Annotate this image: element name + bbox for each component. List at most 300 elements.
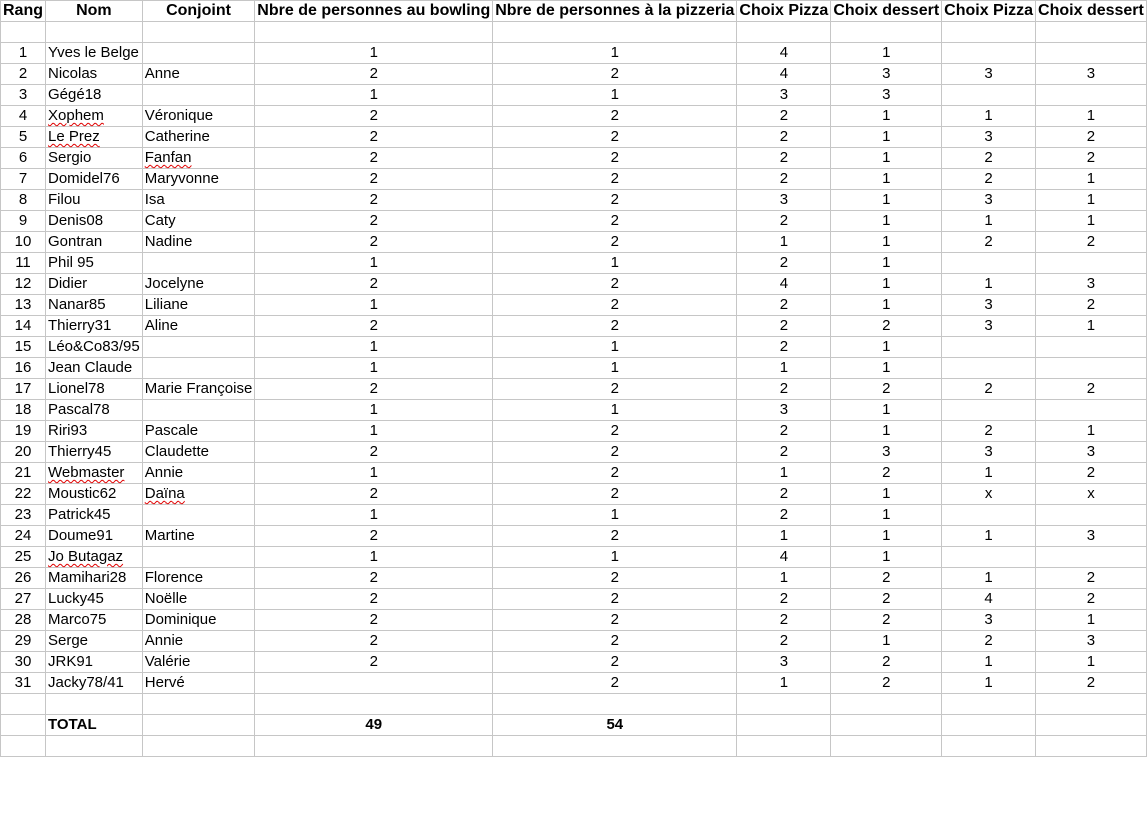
cell-conjoint[interactable]: Annie <box>142 463 255 484</box>
empty-cell[interactable] <box>1036 736 1147 757</box>
cell-conjoint[interactable] <box>142 400 255 421</box>
cell-rang[interactable]: 17 <box>1 379 46 400</box>
cell-pizzeria[interactable]: 2 <box>493 673 737 694</box>
cell-bowling[interactable]: 2 <box>255 190 493 211</box>
cell-bowling[interactable]: 1 <box>255 337 493 358</box>
cell-rang[interactable]: 31 <box>1 673 46 694</box>
cell-conjoint[interactable]: Anne <box>142 64 255 85</box>
cell-choix-dessert-1[interactable]: 1 <box>831 274 942 295</box>
empty-cell[interactable] <box>46 22 143 43</box>
cell-pizzeria[interactable]: 2 <box>493 379 737 400</box>
cell-conjoint[interactable]: Dominique <box>142 610 255 631</box>
empty-cell[interactable] <box>255 22 493 43</box>
cell-nom[interactable]: Nanar85 <box>46 295 143 316</box>
cell-pizzeria[interactable]: 1 <box>493 358 737 379</box>
cell-choix-dessert-1[interactable]: 2 <box>831 652 942 673</box>
cell-pizzeria[interactable]: 2 <box>493 463 737 484</box>
cell-nom[interactable]: Jacky78/41 <box>46 673 143 694</box>
cell-choix-dessert-1[interactable]: 2 <box>831 589 942 610</box>
cell-rang[interactable]: 1 <box>1 43 46 64</box>
cell-conjoint[interactable]: Caty <box>142 211 255 232</box>
cell-pizzeria[interactable]: 2 <box>493 589 737 610</box>
cell-bowling[interactable]: 2 <box>255 274 493 295</box>
cell-choix-dessert-1[interactable]: 1 <box>831 43 942 64</box>
cell-choix-pizza-2[interactable]: 1 <box>942 673 1036 694</box>
cell-choix-pizza-2[interactable] <box>942 43 1036 64</box>
cell-choix-pizza-1[interactable]: 2 <box>737 316 831 337</box>
cell-nom[interactable]: Thierry31 <box>46 316 143 337</box>
cell-choix-pizza-1[interactable]: 1 <box>737 232 831 253</box>
cell-rang[interactable]: 27 <box>1 589 46 610</box>
empty-cell[interactable] <box>1 736 46 757</box>
cell-choix-pizza-1[interactable]: 2 <box>737 148 831 169</box>
cell-rang[interactable]: 30 <box>1 652 46 673</box>
cell-conjoint[interactable]: Maryvonne <box>142 169 255 190</box>
cell-bowling[interactable]: 2 <box>255 610 493 631</box>
cell-pizzeria[interactable]: 2 <box>493 127 737 148</box>
cell-rang[interactable]: 29 <box>1 631 46 652</box>
cell-rang[interactable]: 23 <box>1 505 46 526</box>
empty-cell[interactable] <box>1036 22 1147 43</box>
cell-rang[interactable]: 24 <box>1 526 46 547</box>
cell-nom[interactable]: Moustic62 <box>46 484 143 505</box>
cell-choix-pizza-1[interactable]: 2 <box>737 379 831 400</box>
cell-bowling[interactable]: 2 <box>255 232 493 253</box>
cell-choix-dessert-2[interactable]: 1 <box>1036 421 1147 442</box>
cell-rang[interactable]: 22 <box>1 484 46 505</box>
cell-choix-pizza-1[interactable]: 2 <box>737 589 831 610</box>
cell-choix-pizza-2[interactable]: 1 <box>942 568 1036 589</box>
cell-pizzeria[interactable]: 2 <box>493 484 737 505</box>
cell-nom[interactable]: Nicolas <box>46 64 143 85</box>
cell-pizzeria[interactable]: 2 <box>493 106 737 127</box>
cell-choix-dessert-2[interactable] <box>1036 337 1147 358</box>
cell-choix-dessert-1[interactable]: 1 <box>831 547 942 568</box>
cell-choix-dessert-2[interactable]: 3 <box>1036 64 1147 85</box>
cell-rang[interactable]: 28 <box>1 610 46 631</box>
cell-rang[interactable]: 7 <box>1 169 46 190</box>
cell-choix-dessert-1[interactable]: 1 <box>831 295 942 316</box>
cell-conjoint[interactable]: Noëlle <box>142 589 255 610</box>
cell-rang[interactable]: 20 <box>1 442 46 463</box>
cell-choix-pizza-1[interactable]: 2 <box>737 484 831 505</box>
cell-bowling[interactable]: 2 <box>255 127 493 148</box>
cell-conjoint[interactable]: Valérie <box>142 652 255 673</box>
cell-rang[interactable]: 25 <box>1 547 46 568</box>
cell-choix-pizza-1[interactable]: 3 <box>737 190 831 211</box>
cell-choix-pizza-2[interactable]: 1 <box>942 211 1036 232</box>
cell-pizzeria[interactable]: 2 <box>493 610 737 631</box>
cell-choix-dessert-1[interactable]: 2 <box>831 673 942 694</box>
cell-choix-pizza-1[interactable]: 2 <box>737 127 831 148</box>
cell-pizzeria[interactable]: 2 <box>493 295 737 316</box>
cell-choix-dessert-1[interactable]: 1 <box>831 337 942 358</box>
empty-cell[interactable] <box>831 694 942 715</box>
cell-nom[interactable]: Didier <box>46 274 143 295</box>
header-cell-pizzeria[interactable]: Nbre de personnes à la pizzeria <box>493 1 737 22</box>
empty-cell[interactable] <box>737 694 831 715</box>
empty-cell[interactable] <box>831 22 942 43</box>
cell-choix-dessert-2[interactable]: 2 <box>1036 127 1147 148</box>
cell-choix-pizza-2[interactable]: 3 <box>942 442 1036 463</box>
cell-choix-pizza-2[interactable] <box>942 337 1036 358</box>
cell-conjoint[interactable]: Liliane <box>142 295 255 316</box>
cell-pizzeria[interactable]: 2 <box>493 442 737 463</box>
header-cell-choix-dessert-2[interactable]: Choix dessert <box>1036 1 1147 22</box>
cell-choix-dessert-1[interactable]: 1 <box>831 127 942 148</box>
cell-choix-dessert-1[interactable]: 1 <box>831 505 942 526</box>
cell-nom[interactable]: Lionel78 <box>46 379 143 400</box>
header-cell-rang[interactable]: Rang <box>1 1 46 22</box>
cell-rang[interactable]: 2 <box>1 64 46 85</box>
cell-pizzeria[interactable]: 2 <box>493 274 737 295</box>
cell-choix-pizza-1[interactable]: 3 <box>737 400 831 421</box>
cell-pizzeria[interactable]: 2 <box>493 190 737 211</box>
cell-nom[interactable]: Marco75 <box>46 610 143 631</box>
empty-cell[interactable] <box>142 715 255 736</box>
cell-nom[interactable]: Pascal78 <box>46 400 143 421</box>
cell-choix-dessert-2[interactable]: 2 <box>1036 295 1147 316</box>
cell-nom[interactable]: Riri93 <box>46 421 143 442</box>
cell-choix-dessert-1[interactable]: 1 <box>831 484 942 505</box>
empty-cell[interactable] <box>1036 715 1147 736</box>
cell-nom[interactable]: Denis08 <box>46 211 143 232</box>
cell-conjoint[interactable]: Annie <box>142 631 255 652</box>
cell-pizzeria[interactable]: 1 <box>493 547 737 568</box>
cell-bowling[interactable]: 1 <box>255 421 493 442</box>
cell-conjoint[interactable] <box>142 505 255 526</box>
cell-choix-pizza-1[interactable]: 2 <box>737 337 831 358</box>
cell-choix-dessert-2[interactable]: 1 <box>1036 652 1147 673</box>
cell-choix-dessert-1[interactable]: 1 <box>831 148 942 169</box>
header-cell-nom[interactable]: Nom <box>46 1 143 22</box>
cell-bowling[interactable]: 1 <box>255 463 493 484</box>
cell-rang[interactable]: 4 <box>1 106 46 127</box>
cell-conjoint[interactable]: Florence <box>142 568 255 589</box>
cell-choix-pizza-2[interactable] <box>942 505 1036 526</box>
cell-choix-pizza-1[interactable]: 1 <box>737 568 831 589</box>
empty-cell[interactable] <box>942 736 1036 757</box>
cell-pizzeria[interactable]: 1 <box>493 85 737 106</box>
cell-choix-pizza-1[interactable]: 2 <box>737 169 831 190</box>
cell-bowling[interactable]: 1 <box>255 400 493 421</box>
cell-rang[interactable]: 6 <box>1 148 46 169</box>
cell-rang[interactable]: 21 <box>1 463 46 484</box>
cell-pizzeria[interactable]: 1 <box>493 400 737 421</box>
cell-choix-pizza-2[interactable]: 2 <box>942 379 1036 400</box>
cell-choix-dessert-1[interactable]: 2 <box>831 610 942 631</box>
cell-bowling[interactable]: 2 <box>255 652 493 673</box>
cell-choix-pizza-1[interactable]: 2 <box>737 631 831 652</box>
cell-choix-dessert-2[interactable] <box>1036 253 1147 274</box>
cell-choix-dessert-1[interactable]: 2 <box>831 379 942 400</box>
empty-cell[interactable] <box>493 736 737 757</box>
cell-pizzeria[interactable]: 1 <box>493 337 737 358</box>
total-bowling[interactable]: 49 <box>255 715 493 736</box>
cell-choix-dessert-1[interactable]: 2 <box>831 463 942 484</box>
empty-cell[interactable] <box>255 694 493 715</box>
cell-choix-pizza-2[interactable]: x <box>942 484 1036 505</box>
empty-cell[interactable] <box>142 22 255 43</box>
empty-cell[interactable] <box>737 736 831 757</box>
cell-conjoint[interactable]: Marie Françoise <box>142 379 255 400</box>
cell-nom[interactable]: JRK91 <box>46 652 143 673</box>
empty-cell[interactable] <box>493 22 737 43</box>
cell-choix-pizza-2[interactable]: 3 <box>942 64 1036 85</box>
cell-choix-pizza-2[interactable] <box>942 358 1036 379</box>
cell-bowling[interactable]: 1 <box>255 85 493 106</box>
cell-conjoint[interactable] <box>142 358 255 379</box>
cell-conjoint[interactable] <box>142 547 255 568</box>
cell-rang[interactable]: 19 <box>1 421 46 442</box>
cell-pizzeria[interactable]: 2 <box>493 316 737 337</box>
cell-choix-dessert-1[interactable]: 1 <box>831 232 942 253</box>
header-cell-choix-pizza-2[interactable]: Choix Pizza <box>942 1 1036 22</box>
cell-choix-dessert-2[interactable]: 3 <box>1036 274 1147 295</box>
cell-bowling[interactable]: 2 <box>255 379 493 400</box>
cell-pizzeria[interactable]: 2 <box>493 568 737 589</box>
cell-choix-dessert-2[interactable]: 1 <box>1036 610 1147 631</box>
header-cell-bowling[interactable]: Nbre de personnes au bowling <box>255 1 493 22</box>
cell-choix-pizza-2[interactable] <box>942 253 1036 274</box>
cell-rang[interactable]: 15 <box>1 337 46 358</box>
cell-choix-pizza-2[interactable]: 2 <box>942 421 1036 442</box>
cell-choix-pizza-1[interactable]: 1 <box>737 463 831 484</box>
cell-choix-pizza-2[interactable]: 3 <box>942 610 1036 631</box>
cell-choix-pizza-1[interactable]: 3 <box>737 85 831 106</box>
cell-rang[interactable]: 8 <box>1 190 46 211</box>
empty-cell[interactable] <box>255 736 493 757</box>
cell-nom[interactable]: Jean Claude <box>46 358 143 379</box>
cell-choix-dessert-2[interactable] <box>1036 505 1147 526</box>
cell-choix-dessert-2[interactable]: 1 <box>1036 211 1147 232</box>
cell-choix-pizza-1[interactable]: 2 <box>737 421 831 442</box>
cell-choix-pizza-1[interactable]: 4 <box>737 64 831 85</box>
cell-conjoint[interactable] <box>142 43 255 64</box>
cell-choix-pizza-2[interactable]: 2 <box>942 232 1036 253</box>
cell-choix-pizza-2[interactable]: 1 <box>942 463 1036 484</box>
cell-choix-pizza-1[interactable]: 2 <box>737 211 831 232</box>
cell-rang[interactable]: 13 <box>1 295 46 316</box>
cell-choix-pizza-1[interactable]: 2 <box>737 106 831 127</box>
cell-choix-dessert-1[interactable]: 1 <box>831 253 942 274</box>
cell-conjoint[interactable]: Aline <box>142 316 255 337</box>
cell-pizzeria[interactable]: 2 <box>493 652 737 673</box>
cell-bowling[interactable]: 1 <box>255 253 493 274</box>
empty-cell[interactable] <box>1036 694 1147 715</box>
cell-choix-dessert-1[interactable]: 3 <box>831 442 942 463</box>
cell-conjoint[interactable]: Véronique <box>142 106 255 127</box>
cell-choix-pizza-1[interactable]: 2 <box>737 505 831 526</box>
cell-pizzeria[interactable]: 1 <box>493 253 737 274</box>
cell-choix-dessert-2[interactable] <box>1036 85 1147 106</box>
cell-choix-dessert-2[interactable]: 3 <box>1036 631 1147 652</box>
cell-choix-dessert-2[interactable]: 2 <box>1036 232 1147 253</box>
cell-choix-dessert-1[interactable]: 2 <box>831 316 942 337</box>
cell-pizzeria[interactable]: 2 <box>493 169 737 190</box>
cell-conjoint[interactable] <box>142 484 255 505</box>
cell-bowling[interactable]: 1 <box>255 505 493 526</box>
cell-conjoint[interactable]: Nadine <box>142 232 255 253</box>
cell-nom[interactable] <box>46 463 143 484</box>
cell-pizzeria[interactable]: 1 <box>493 43 737 64</box>
header-cell-choix-pizza-1[interactable]: Choix Pizza <box>737 1 831 22</box>
empty-cell[interactable] <box>942 22 1036 43</box>
cell-pizzeria[interactable]: 2 <box>493 232 737 253</box>
cell-bowling[interactable]: 2 <box>255 442 493 463</box>
cell-choix-pizza-1[interactable]: 3 <box>737 652 831 673</box>
cell-choix-pizza-1[interactable]: 4 <box>737 274 831 295</box>
cell-choix-pizza-2[interactable]: 1 <box>942 526 1036 547</box>
cell-nom[interactable]: Filou <box>46 190 143 211</box>
cell-nom[interactable]: Mamihari28 <box>46 568 143 589</box>
cell-bowling[interactable]: 2 <box>255 148 493 169</box>
cell-choix-pizza-1[interactable]: 4 <box>737 43 831 64</box>
cell-choix-dessert-1[interactable]: 2 <box>831 568 942 589</box>
cell-choix-pizza-2[interactable] <box>942 547 1036 568</box>
cell-choix-pizza-2[interactable]: 1 <box>942 274 1036 295</box>
cell-choix-dessert-2[interactable]: 3 <box>1036 526 1147 547</box>
header-cell-choix-dessert-1[interactable]: Choix dessert <box>831 1 942 22</box>
cell-conjoint[interactable]: Martine <box>142 526 255 547</box>
cell-rang[interactable]: 16 <box>1 358 46 379</box>
cell-choix-pizza-2[interactable] <box>942 85 1036 106</box>
empty-cell[interactable] <box>737 715 831 736</box>
cell-choix-pizza-2[interactable]: 4 <box>942 589 1036 610</box>
cell-rang[interactable]: 10 <box>1 232 46 253</box>
cell-nom[interactable]: Doume91 <box>46 526 143 547</box>
cell-nom[interactable]: Sergio <box>46 148 143 169</box>
cell-choix-pizza-2[interactable]: 3 <box>942 127 1036 148</box>
cell-choix-dessert-2[interactable]: 1 <box>1036 316 1147 337</box>
cell-bowling[interactable]: 2 <box>255 64 493 85</box>
cell-bowling[interactable]: 2 <box>255 631 493 652</box>
cell-choix-dessert-2[interactable] <box>1036 400 1147 421</box>
cell-choix-pizza-2[interactable]: 3 <box>942 316 1036 337</box>
cell-bowling[interactable]: 2 <box>255 568 493 589</box>
cell-rang[interactable]: 14 <box>1 316 46 337</box>
cell-choix-pizza-1[interactable]: 2 <box>737 253 831 274</box>
cell-rang[interactable]: 18 <box>1 400 46 421</box>
cell-pizzeria[interactable]: 2 <box>493 526 737 547</box>
cell-conjoint[interactable] <box>142 148 255 169</box>
cell-choix-dessert-1[interactable]: 1 <box>831 190 942 211</box>
cell-choix-dessert-1[interactable]: 3 <box>831 64 942 85</box>
cell-choix-dessert-2[interactable]: 1 <box>1036 106 1147 127</box>
empty-cell[interactable] <box>46 694 143 715</box>
cell-nom[interactable]: Patrick45 <box>46 505 143 526</box>
cell-choix-dessert-2[interactable]: 1 <box>1036 169 1147 190</box>
cell-choix-dessert-2[interactable]: x <box>1036 484 1147 505</box>
cell-choix-dessert-2[interactable] <box>1036 43 1147 64</box>
cell-rang[interactable]: 5 <box>1 127 46 148</box>
cell-nom[interactable]: Gégé18 <box>46 85 143 106</box>
cell-choix-pizza-2[interactable]: 1 <box>942 652 1036 673</box>
cell-nom[interactable]: Phil 95 <box>46 253 143 274</box>
cell-bowling[interactable]: 2 <box>255 106 493 127</box>
cell-choix-dessert-1[interactable]: 1 <box>831 106 942 127</box>
empty-cell[interactable] <box>493 694 737 715</box>
cell-nom[interactable]: Gontran <box>46 232 143 253</box>
cell-rang[interactable]: 11 <box>1 253 46 274</box>
cell-pizzeria[interactable]: 2 <box>493 421 737 442</box>
cell-choix-pizza-1[interactable]: 1 <box>737 526 831 547</box>
cell-bowling[interactable]: 2 <box>255 316 493 337</box>
cell-choix-dessert-2[interactable]: 2 <box>1036 463 1147 484</box>
empty-cell[interactable] <box>1 715 46 736</box>
cell-rang[interactable]: 9 <box>1 211 46 232</box>
cell-choix-dessert-1[interactable]: 1 <box>831 169 942 190</box>
cell-bowling[interactable] <box>255 673 493 694</box>
empty-cell[interactable] <box>737 22 831 43</box>
cell-nom[interactable]: Serge <box>46 631 143 652</box>
cell-choix-dessert-1[interactable]: 1 <box>831 358 942 379</box>
cell-choix-dessert-2[interactable]: 3 <box>1036 442 1147 463</box>
empty-cell[interactable] <box>942 694 1036 715</box>
cell-rang[interactable]: 3 <box>1 85 46 106</box>
cell-choix-dessert-1[interactable]: 1 <box>831 526 942 547</box>
cell-choix-pizza-1[interactable]: 4 <box>737 547 831 568</box>
cell-bowling[interactable]: 2 <box>255 589 493 610</box>
cell-choix-pizza-2[interactable] <box>942 400 1036 421</box>
empty-cell[interactable] <box>1 22 46 43</box>
cell-choix-dessert-1[interactable]: 1 <box>831 211 942 232</box>
cell-choix-dessert-1[interactable]: 1 <box>831 400 942 421</box>
cell-choix-pizza-2[interactable]: 3 <box>942 190 1036 211</box>
cell-choix-pizza-2[interactable]: 1 <box>942 106 1036 127</box>
cell-pizzeria[interactable]: 2 <box>493 148 737 169</box>
cell-bowling[interactable]: 1 <box>255 295 493 316</box>
cell-conjoint[interactable] <box>142 337 255 358</box>
empty-cell[interactable] <box>831 736 942 757</box>
cell-choix-pizza-2[interactable]: 3 <box>942 295 1036 316</box>
cell-choix-dessert-1[interactable]: 3 <box>831 85 942 106</box>
cell-nom[interactable]: Léo&Co83/95 <box>46 337 143 358</box>
cell-rang[interactable]: 12 <box>1 274 46 295</box>
cell-bowling[interactable]: 1 <box>255 358 493 379</box>
cell-choix-dessert-2[interactable]: 2 <box>1036 568 1147 589</box>
header-cell-conjoint[interactable]: Conjoint <box>142 1 255 22</box>
cell-choix-pizza-1[interactable]: 2 <box>737 442 831 463</box>
cell-pizzeria[interactable]: 2 <box>493 64 737 85</box>
empty-cell[interactable] <box>1 694 46 715</box>
cell-nom[interactable] <box>46 106 143 127</box>
cell-pizzeria[interactable]: 1 <box>493 505 737 526</box>
cell-choix-dessert-2[interactable]: 2 <box>1036 379 1147 400</box>
total-label[interactable]: TOTAL <box>46 715 143 736</box>
cell-conjoint[interactable]: Catherine <box>142 127 255 148</box>
cell-bowling[interactable]: 1 <box>255 43 493 64</box>
cell-choix-pizza-1[interactable]: 1 <box>737 358 831 379</box>
cell-bowling[interactable]: 2 <box>255 484 493 505</box>
cell-nom[interactable]: Thierry45 <box>46 442 143 463</box>
cell-nom[interactable]: Yves le Belge <box>46 43 143 64</box>
empty-cell[interactable] <box>942 715 1036 736</box>
cell-conjoint[interactable]: Pascale <box>142 421 255 442</box>
cell-conjoint[interactable] <box>142 253 255 274</box>
cell-nom[interactable] <box>46 547 143 568</box>
cell-choix-pizza-1[interactable]: 2 <box>737 295 831 316</box>
cell-choix-dessert-2[interactable]: 2 <box>1036 589 1147 610</box>
cell-choix-dessert-1[interactable]: 1 <box>831 421 942 442</box>
cell-choix-dessert-2[interactable] <box>1036 547 1147 568</box>
cell-choix-dessert-2[interactable]: 2 <box>1036 148 1147 169</box>
cell-choix-pizza-1[interactable]: 1 <box>737 673 831 694</box>
total-pizzeria[interactable]: 54 <box>493 715 737 736</box>
cell-pizzeria[interactable]: 2 <box>493 631 737 652</box>
cell-conjoint[interactable] <box>142 85 255 106</box>
cell-conjoint[interactable]: Isa <box>142 190 255 211</box>
